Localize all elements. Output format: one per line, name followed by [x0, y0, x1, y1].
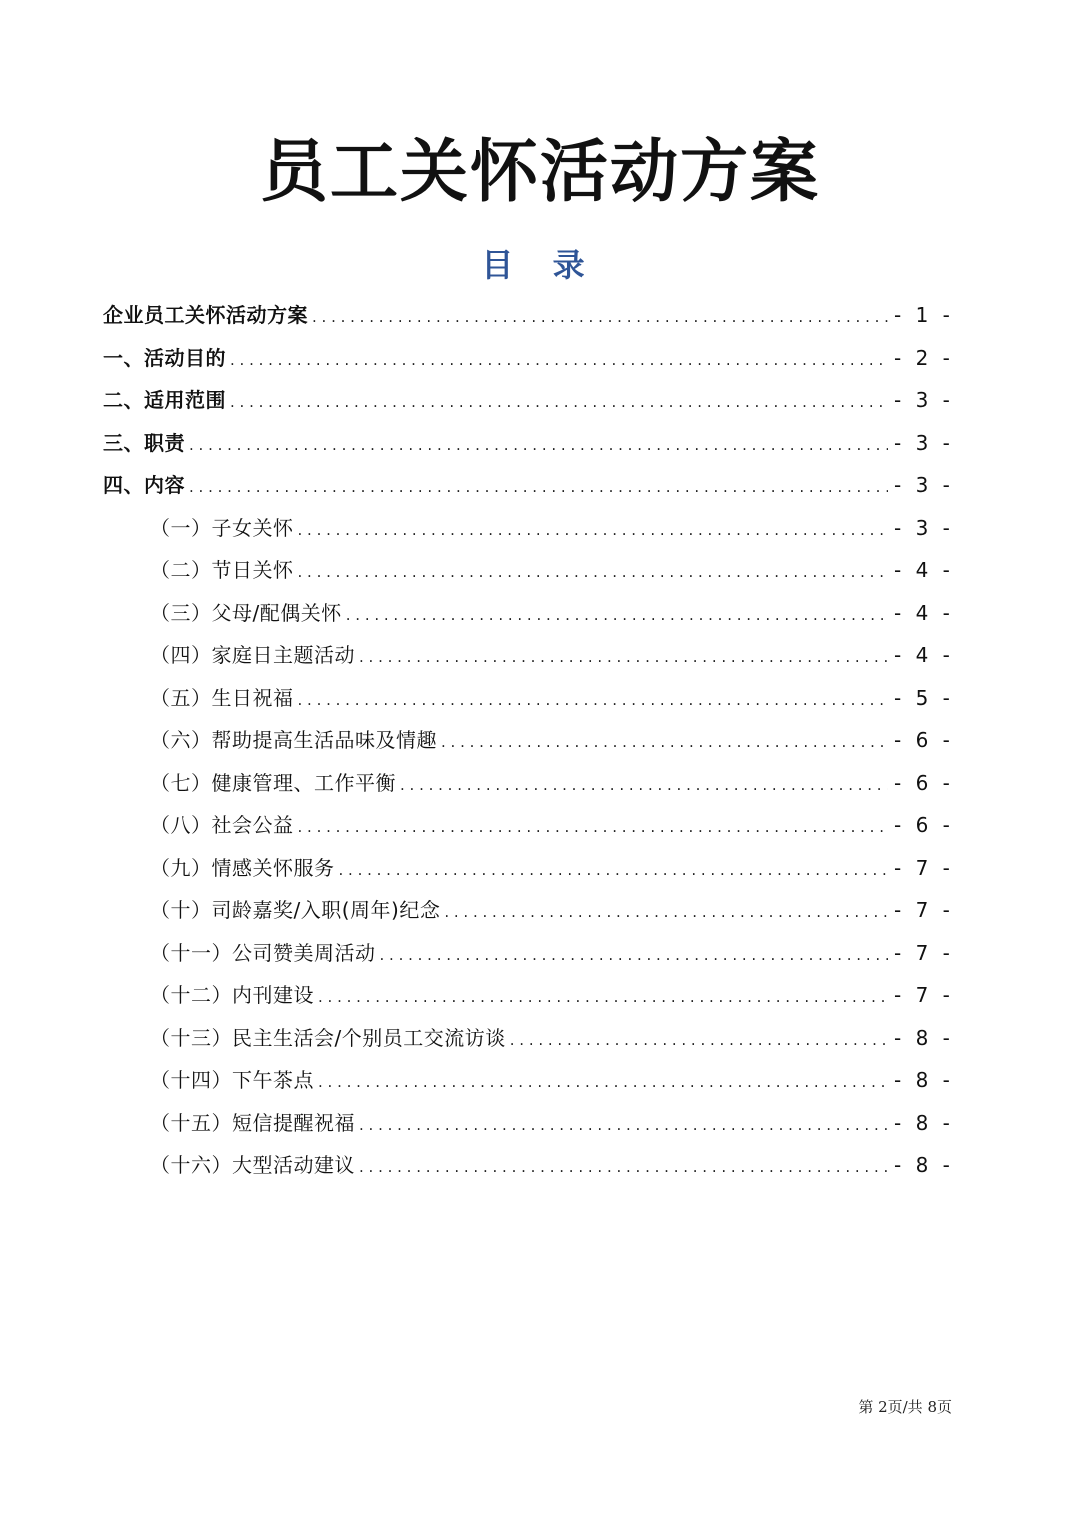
toc-dot-leader — [339, 849, 889, 892]
toc-entry[interactable] — [103, 1102, 952, 1145]
toc-entry[interactable] — [103, 634, 952, 677]
toc-entry[interactable] — [103, 507, 952, 550]
toc-entry-label: （十四）下午茶点 — [150, 1068, 314, 1092]
toc-entry-label: （七）健康管理、工作平衡 — [150, 770, 396, 795]
toc-dot-leader — [298, 551, 889, 594]
toc-entry-label: 三、职责 — [103, 430, 185, 455]
toc-entry[interactable] — [103, 889, 952, 932]
toc-dot-leader — [318, 1061, 888, 1104]
toc-entry-page: - 3 - — [894, 430, 954, 455]
toc-entry-page: - 6 - — [894, 728, 954, 752]
toc-entry[interactable] — [103, 762, 952, 805]
toc-entry-label: （五）生日祝福 — [150, 685, 294, 710]
toc-entry-page: - 6 - — [894, 813, 954, 837]
toc-entry-page: - 8 - — [894, 1153, 954, 1177]
toc-dot-leader — [230, 339, 888, 382]
toc-dot-leader — [230, 381, 888, 424]
toc-entry-label: 一、活动目的 — [103, 345, 226, 370]
toc-dot-leader — [441, 721, 888, 764]
toc-entry[interactable] — [103, 379, 952, 422]
toc-dot-leader — [318, 976, 888, 1019]
toc-entry-page: - 3 - — [894, 388, 954, 412]
toc-dot-leader — [444, 891, 888, 934]
toc-dot-leader — [312, 296, 888, 339]
toc-dot-leader — [359, 636, 888, 679]
toc-entry-label: （六）帮助提高生活品味及情趣 — [150, 728, 437, 752]
toc-entry-page: - 7 - — [894, 940, 954, 965]
document-title: 员工关怀活动方案 — [259, 133, 820, 212]
toc-entry-page: - 5 - — [894, 685, 954, 710]
toc-entry-label: （二）节日关怀 — [150, 558, 294, 582]
toc-entry-page: - 4 - — [894, 558, 954, 582]
toc-entry-label: （十一）公司赞美周活动 — [150, 940, 376, 965]
toc-entry-page: - 3 - — [894, 515, 954, 540]
toc-entry-page: - 4 - — [894, 643, 954, 667]
toc-entry-label: （十二）内刊建设 — [150, 983, 314, 1007]
toc-dot-leader — [189, 424, 888, 467]
toc-dot-leader — [359, 1104, 888, 1147]
toc-entry-page: - 1 - — [894, 303, 954, 327]
toc-entry[interactable] — [103, 1144, 952, 1187]
toc-entry[interactable] — [103, 677, 952, 720]
toc-entry[interactable] — [103, 549, 952, 592]
toc-entry[interactable] — [103, 464, 952, 507]
toc-entry-page: - 7 - — [894, 898, 954, 922]
toc-entry[interactable] — [103, 847, 952, 890]
toc-entry-page: - 8 - — [894, 1110, 954, 1135]
toc-dot-leader — [380, 934, 889, 977]
toc-dot-leader — [298, 509, 889, 552]
toc-entry[interactable] — [103, 719, 952, 762]
toc-entry[interactable] — [103, 592, 952, 635]
toc-entry[interactable] — [103, 1059, 952, 1102]
toc-entry-label: （十）司龄嘉奖/入职(周年)纪念 — [150, 898, 441, 922]
toc-entry[interactable] — [103, 1017, 952, 1060]
toc-entry-label: （八）社会公益 — [150, 813, 294, 837]
toc-entry-label: （四）家庭日主题活动 — [150, 643, 355, 667]
toc-entry-label: （十三）民主生活会/个别员工交流访谈 — [150, 1025, 506, 1050]
table-of-contents — [103, 294, 952, 1187]
toc-entry-page: - 7 - — [894, 855, 954, 880]
toc-entry-page: - 8 - — [894, 1025, 954, 1050]
toc-entry-page: - 6 - — [894, 770, 954, 795]
toc-entry-label: （十六）大型活动建议 — [150, 1153, 355, 1177]
toc-entry[interactable] — [103, 804, 952, 847]
toc-dot-leader — [298, 679, 889, 722]
toc-entry[interactable] — [103, 337, 952, 380]
toc-entry-page: - 8 - — [894, 1068, 954, 1092]
toc-entry[interactable] — [103, 974, 952, 1017]
toc-entry-label: （一）子女关怀 — [150, 515, 294, 540]
toc-dot-leader — [298, 806, 889, 849]
toc-entry-label: 二、适用范围 — [103, 388, 226, 412]
toc-entry[interactable] — [103, 932, 952, 975]
toc-entry-label: （九）情感关怀服务 — [150, 855, 335, 880]
toc-entry[interactable] — [103, 422, 952, 465]
toc-entry-page: - 2 - — [894, 345, 954, 370]
toc-dot-leader — [346, 594, 888, 637]
toc-entry-page: - 7 - — [894, 983, 954, 1007]
toc-entry[interactable] — [103, 294, 952, 337]
toc-entry-page: - 3 - — [894, 473, 954, 497]
toc-heading: 目 录 — [481, 246, 599, 284]
toc-entry-label: 企业员工关怀活动方案 — [103, 303, 308, 327]
toc-entry-label: （三）父母/配偶关怀 — [150, 600, 342, 625]
toc-dot-leader — [400, 764, 888, 807]
toc-dot-leader — [510, 1019, 888, 1062]
toc-entry-label: 四、内容 — [103, 473, 185, 497]
toc-dot-leader — [359, 1146, 888, 1189]
page-indicator: 第 2页/共 8页 — [858, 1398, 952, 1416]
toc-entry-page: - 4 - — [894, 600, 954, 625]
toc-dot-leader — [189, 466, 888, 509]
toc-entry-label: （十五）短信提醒祝福 — [150, 1110, 355, 1135]
